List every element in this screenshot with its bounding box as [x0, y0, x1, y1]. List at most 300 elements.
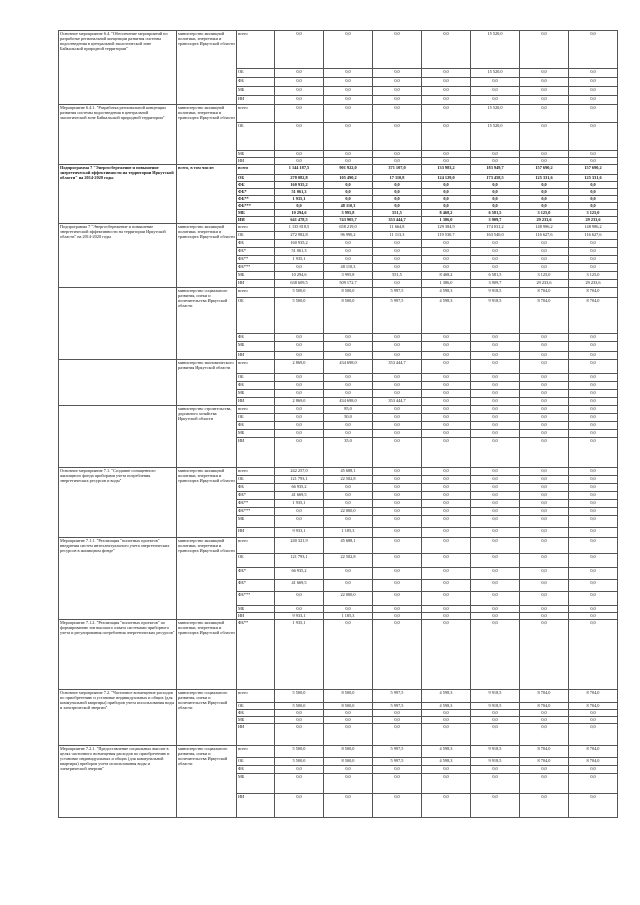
amount-cell: 0,0 — [324, 189, 373, 196]
amount-cell: 22 000,0 — [324, 508, 373, 516]
amount-cell: 0,0 — [569, 724, 618, 746]
amount-cell: 3 995,8 — [324, 210, 373, 217]
measure-name-cell: Основное мероприятие 6.4. "Обеспечение мероприятий по разработке региональной концепции развития системы водоотведения в центральной экологической зоне Байкальской природной территории" — [59, 31, 177, 105]
amount-cell: 0,0 — [422, 334, 471, 342]
amount-cell: 0,0 — [471, 240, 520, 248]
amount-cell: 22 502,8 — [324, 476, 373, 484]
amount-cell: 0,0 — [422, 264, 471, 272]
amount-cell: 0,0 — [471, 500, 520, 508]
funding-source-cell: ИИ — [237, 158, 275, 165]
amount-cell: 133 983,2 — [422, 165, 471, 175]
funding-source-cell: МБ — [237, 210, 275, 217]
amount-cell: 0,0 — [569, 203, 618, 210]
amount-cell: 8 704,0 — [569, 298, 618, 334]
amount-cell: 0,0 — [569, 240, 618, 248]
amount-cell: 0,0 — [471, 382, 520, 390]
amount-cell: 4 598,3 — [422, 690, 471, 703]
amount-cell: 743 905,7 — [324, 217, 373, 224]
amount-cell: 0,0 — [520, 794, 569, 818]
amount-cell: 0,0 — [520, 406, 569, 414]
amount-cell: 9 918,5 — [471, 288, 520, 298]
amount-cell: 0,0 — [422, 390, 471, 398]
amount-cell: 0,0 — [373, 606, 422, 613]
amount-cell: 8 704,0 — [520, 758, 569, 766]
amount-cell: 0,0 — [275, 794, 324, 818]
amount-cell: 0,0 — [324, 256, 373, 264]
amount-cell: 10 294,6 — [275, 272, 324, 280]
executor-cell: министерство жилищной политики, энергетики и транспорта Иркутской области — [177, 31, 237, 105]
amount-cell: 0,0 — [569, 69, 618, 78]
table-row — [59, 468, 618, 476]
amount-cell: 0,0 — [373, 280, 422, 288]
funding-source-cell: МБ — [237, 717, 275, 724]
amount-cell: 157 690,2 — [569, 165, 618, 175]
amount-cell: 0,0 — [471, 476, 520, 484]
amount-cell: 0,0 — [275, 717, 324, 724]
amount-cell: 0,0 — [422, 774, 471, 794]
amount-cell: 0,0 — [324, 196, 373, 203]
amount-cell: 9 918,5 — [471, 298, 520, 334]
amount-cell: 240 321,9 — [275, 538, 324, 554]
amount-cell: 0,0 — [373, 382, 422, 390]
amount-cell: 9 918,5 — [471, 690, 520, 703]
amount-cell: 0,0 — [324, 516, 373, 528]
amount-cell: 0,0 — [373, 240, 422, 248]
amount-cell: 0,0 — [324, 374, 373, 382]
amount-cell: 0,0 — [324, 717, 373, 724]
amount-cell: 0,0 — [471, 538, 520, 554]
amount-cell: 0,0 — [569, 360, 618, 374]
amount-cell: 0,0 — [520, 476, 569, 484]
funding-source-cell: ФБ — [237, 382, 275, 390]
amount-cell: 5 500,0 — [275, 703, 324, 710]
amount-cell: 0,0 — [569, 105, 618, 123]
amount-cell: 148 986,2 — [520, 224, 569, 232]
amount-cell: 1 935,1 — [275, 500, 324, 508]
amount-cell: 0,0 — [422, 710, 471, 717]
amount-cell: 0,0 — [520, 606, 569, 613]
amount-cell: 0,0 — [324, 766, 373, 774]
amount-cell: 0,0 — [520, 492, 569, 500]
amount-cell: 0,0 — [569, 794, 618, 818]
funding-source-cell: всего — [237, 105, 275, 123]
amount-cell: 10 294,6 — [275, 210, 324, 217]
amount-cell: 0,0 — [520, 203, 569, 210]
amount-cell: 0,0 — [471, 196, 520, 203]
amount-cell: 0,0 — [275, 105, 324, 123]
amount-cell: 0,0 — [569, 422, 618, 430]
amount-cell: 0,0 — [422, 592, 471, 606]
amount-cell: 0,0 — [422, 414, 471, 422]
funding-source-cell: ОБ — [237, 123, 275, 151]
amount-cell: 0,0 — [520, 182, 569, 189]
amount-cell: 0,0 — [373, 69, 422, 78]
amount-cell: 121 793,1 — [275, 476, 324, 484]
table-row — [59, 746, 618, 758]
funding-source-cell: всего — [237, 288, 275, 298]
amount-cell: 3 125,0 — [520, 272, 569, 280]
amount-cell: 0,0 — [569, 248, 618, 256]
amount-cell: 0,0 — [471, 774, 520, 794]
amount-cell: 0,0 — [422, 158, 471, 165]
amount-cell: 0,0 — [373, 538, 422, 554]
amount-cell: 0,0 — [520, 151, 569, 158]
amount-cell: 0,0 — [373, 592, 422, 606]
amount-cell: 0,0 — [373, 476, 422, 484]
amount-cell: 0,0 — [471, 182, 520, 189]
amount-cell: 0,0 — [275, 203, 324, 210]
funding-source-cell: ФБ* — [237, 492, 275, 500]
amount-cell: 8 704,0 — [569, 746, 618, 758]
amount-cell: 0,0 — [520, 528, 569, 538]
amount-cell: 0,0 — [373, 766, 422, 774]
amount-cell: 0,0 — [373, 414, 422, 422]
amount-cell: 0,0 — [373, 613, 422, 620]
amount-cell: 96 990,2 — [324, 232, 373, 240]
amount-cell: 66 935,2 — [275, 484, 324, 492]
amount-cell: 0,0 — [471, 390, 520, 398]
amount-cell: 35,0 — [324, 438, 373, 468]
amount-cell: 0,0 — [520, 342, 569, 352]
amount-cell: 17 110,8 — [373, 175, 422, 182]
funding-table — [58, 30, 618, 818]
amount-cell: 0,0 — [471, 468, 520, 476]
amount-cell: 0,0 — [324, 794, 373, 818]
amount-cell: 0,0 — [324, 580, 373, 592]
amount-cell: 0,0 — [422, 69, 471, 78]
amount-cell: 0,0 — [275, 606, 324, 613]
executor-cell: министерство социального развития, опеки и попечительства Иркутской области — [177, 746, 237, 818]
amount-cell: 41 669,5 — [275, 492, 324, 500]
amount-cell: 4 598,3 — [422, 746, 471, 758]
amount-cell: 29 233,6 — [569, 280, 618, 288]
amount-cell: 0,0 — [275, 96, 324, 105]
executor-cell: министерство жилищной политики, энергетики и транспорта Иркутской области — [177, 468, 237, 538]
amount-cell: 0,0 — [471, 334, 520, 342]
amount-cell: 0,0 — [422, 398, 471, 406]
funding-source-cell: всего — [237, 224, 275, 232]
funding-source-cell: всего — [237, 746, 275, 758]
funding-source-cell: ОБ — [237, 175, 275, 182]
amount-cell: 129 384,9 — [422, 224, 471, 232]
amount-cell: 0,0 — [520, 766, 569, 774]
amount-cell: 0,0 — [324, 774, 373, 794]
amount-cell: 8 500,0 — [324, 288, 373, 298]
funding-source-cell: ОБ — [237, 554, 275, 568]
amount-cell: 0,0 — [373, 438, 422, 468]
funding-source-cell: ФБ*** — [237, 203, 275, 210]
funding-source-cell: ФБ* — [237, 248, 275, 256]
amount-cell: 0,0 — [422, 724, 471, 746]
amount-cell: 0,0 — [520, 468, 569, 476]
amount-cell: 0,0 — [275, 438, 324, 468]
funding-source-cell: ИИ — [237, 280, 275, 288]
funding-source-cell: ФБ*** — [237, 264, 275, 272]
funding-source-cell: ФБ — [237, 78, 275, 87]
funding-source-cell: ИИ — [237, 96, 275, 105]
amount-cell: 0,0 — [520, 240, 569, 248]
funding-source-cell: всего — [237, 31, 275, 69]
amount-cell: 0,0 — [569, 580, 618, 592]
funding-source-cell: ИИ — [237, 528, 275, 538]
amount-cell: 8 468,2 — [422, 210, 471, 217]
amount-cell: 0,0 — [569, 766, 618, 774]
amount-cell: 5 997,5 — [373, 690, 422, 703]
executor-cell: министерство жилищной политики, энергетики и транспорта Иркутской области — [177, 620, 237, 690]
amount-cell: 0,0 — [520, 78, 569, 87]
amount-cell: 6 581,5 — [471, 272, 520, 280]
amount-cell: 0,0 — [471, 96, 520, 105]
amount-cell: 0,0 — [275, 406, 324, 414]
amount-cell: 0,0 — [422, 438, 471, 468]
amount-cell: 0,0 — [520, 69, 569, 78]
funding-source-cell: ФБ — [237, 422, 275, 430]
amount-cell: 11 113,3 — [373, 232, 422, 240]
amount-cell: 0,0 — [471, 724, 520, 746]
amount-cell: 0,0 — [422, 492, 471, 500]
funding-source-cell: ФБ* — [237, 580, 275, 592]
amount-cell: 0,0 — [373, 182, 422, 189]
amount-cell: 66 935,2 — [275, 568, 324, 580]
amount-cell: 5 997,5 — [373, 703, 422, 710]
executor-cell: министерство жилищной политики, энергетики и транспорта Иркутской области — [177, 538, 237, 620]
amount-cell: 0,0 — [422, 717, 471, 724]
table-row — [59, 690, 618, 703]
amount-cell: 0,0 — [569, 606, 618, 613]
amount-cell: 8 704,0 — [569, 758, 618, 766]
amount-cell: 0,0 — [520, 256, 569, 264]
amount-cell: 0,0 — [373, 500, 422, 508]
amount-cell: 0,0 — [324, 69, 373, 78]
table-row — [59, 105, 618, 123]
amount-cell: 0,0 — [275, 374, 324, 382]
amount-cell: 0,0 — [471, 794, 520, 818]
amount-cell: 48 110,3 — [324, 203, 373, 210]
amount-cell: 0,0 — [422, 96, 471, 105]
funding-source-cell: МБ — [237, 151, 275, 158]
amount-cell: 8 704,0 — [569, 703, 618, 710]
amount-cell: 0,0 — [373, 508, 422, 516]
amount-cell: 0,0 — [520, 568, 569, 580]
amount-cell: 0,0 — [275, 430, 324, 438]
amount-cell: 0,0 — [373, 352, 422, 360]
amount-cell: 0,0 — [422, 31, 471, 69]
amount-cell: 22 000,0 — [324, 592, 373, 606]
amount-cell: 0,0 — [520, 398, 569, 406]
measure-name-cell — [59, 406, 177, 468]
amount-cell: 0,0 — [373, 105, 422, 123]
amount-cell: 0,0 — [373, 528, 422, 538]
amount-cell: 0,0 — [275, 123, 324, 151]
amount-cell: 9 933,1 — [275, 613, 324, 620]
amount-cell: 0,0 — [569, 189, 618, 196]
funding-source-cell: всего — [237, 406, 275, 414]
amount-cell: 0,0 — [569, 123, 618, 151]
amount-cell: 0,0 — [373, 406, 422, 414]
amount-cell: 0,0 — [275, 87, 324, 96]
amount-cell: 0,0 — [471, 492, 520, 500]
funding-source-cell: ФБ** — [237, 500, 275, 508]
amount-cell: 0,0 — [471, 710, 520, 717]
amount-cell: 0,0 — [520, 374, 569, 382]
amount-cell: 658 219,0 — [324, 224, 373, 232]
amount-cell: 8 500,0 — [324, 746, 373, 758]
amount-cell: 0,0 — [422, 182, 471, 189]
amount-cell: 0,0 — [324, 568, 373, 580]
amount-cell: 0,0 — [569, 158, 618, 165]
funding-source-cell: ИИ — [237, 613, 275, 620]
amount-cell: 0,0 — [275, 352, 324, 360]
amount-cell: 0,0 — [520, 484, 569, 492]
amount-cell: 0,0 — [471, 613, 520, 620]
amount-cell: 0,0 — [520, 613, 569, 620]
amount-cell: 160 935,2 — [275, 182, 324, 189]
amount-cell: 0,0 — [569, 492, 618, 500]
amount-cell: 0,0 — [471, 414, 520, 422]
amount-cell: 0,0 — [275, 31, 324, 69]
executor-cell: министерство строительства, дорожного хозяйства Иркутской области — [177, 406, 237, 468]
budget-document-page — [58, 30, 618, 860]
amount-cell: 0,0 — [373, 78, 422, 87]
amount-cell: 0,0 — [373, 248, 422, 256]
amount-cell: 0,0 — [373, 196, 422, 203]
amount-cell: 173 458,5 — [471, 175, 520, 182]
amount-cell: 85,0 — [324, 406, 373, 414]
amount-cell: 0,0 — [471, 78, 520, 87]
amount-cell: 0,0 — [569, 31, 618, 69]
amount-cell: 0,0 — [471, 620, 520, 690]
executor-cell: министерство жилищной политики, энергетики и транспорта Иркутской области — [177, 224, 237, 288]
amount-cell: 0,0 — [373, 620, 422, 690]
amount-cell: 0,0 — [471, 189, 520, 196]
measure-name-cell — [59, 360, 177, 406]
amount-cell: 0,0 — [275, 710, 324, 717]
funding-source-cell: ИИ — [237, 352, 275, 360]
amount-cell: 0,0 — [520, 196, 569, 203]
amount-cell: 0,0 — [373, 390, 422, 398]
amount-cell: 9 933,1 — [275, 528, 324, 538]
amount-cell: 0,0 — [422, 374, 471, 382]
measure-name-cell: Мероприятие 6.4.1. "Разработка региональной концепции развития системы водоотведения в центральной экологической зоне Байкальской природной территории" — [59, 105, 177, 165]
amount-cell: 0,0 — [569, 774, 618, 794]
amount-cell: 45 688,1 — [324, 538, 373, 554]
amount-cell: 0,0 — [569, 382, 618, 390]
amount-cell: 0,0 — [324, 105, 373, 123]
table-row — [59, 538, 618, 554]
measure-name-cell: Основное мероприятие 7.2. "Частичное возмещение расходов по приобретению и установке индивидуальных и общих (для коммунальной квартиры) приборов учета использования воды и электрической энергии" — [59, 690, 177, 746]
amount-cell: 5 997,5 — [373, 746, 422, 758]
amount-cell: 0,0 — [520, 422, 569, 430]
amount-cell: 0,0 — [520, 264, 569, 272]
funding-source-cell: ФБ — [237, 766, 275, 774]
funding-source-cell: МБ — [237, 272, 275, 280]
amount-cell: 3 909,7 — [471, 280, 520, 288]
executor-cell: министерство жилищной политики, энергетики и транспорта Иркутской области — [177, 105, 237, 165]
amount-cell: 15 520,0 — [471, 123, 520, 151]
amount-cell: 0,0 — [471, 528, 520, 538]
amount-cell: 434 698,0 — [324, 398, 373, 406]
amount-cell: 0,0 — [324, 382, 373, 390]
amount-cell: 29 233,6 — [569, 217, 618, 224]
amount-cell: 0,0 — [520, 580, 569, 592]
amount-cell: 8 704,0 — [569, 288, 618, 298]
amount-cell: 0,0 — [373, 774, 422, 794]
amount-cell: 0,0 — [422, 508, 471, 516]
amount-cell: 9 918,5 — [471, 703, 520, 710]
amount-cell: 0,0 — [520, 430, 569, 438]
amount-cell: 0,0 — [422, 352, 471, 360]
amount-cell: 8 704,0 — [520, 690, 569, 703]
amount-cell: 0,0 — [422, 580, 471, 592]
amount-cell: 1 935,1 — [275, 620, 324, 690]
measure-name-cell: Мероприятие 7.1.2. "Реализация "пилотных проектов" по формированию зон высокого охвата системами приборного учета и регулирования потребления энергетических ресурсов" — [59, 620, 177, 690]
amount-cell: 0,0 — [275, 158, 324, 165]
amount-cell: 0,0 — [569, 516, 618, 528]
amount-cell: 0,0 — [275, 766, 324, 774]
amount-cell: 0,0 — [471, 430, 520, 438]
amount-cell: 0,0 — [520, 87, 569, 96]
amount-cell: 0,0 — [471, 398, 520, 406]
amount-cell: 0,0 — [520, 592, 569, 606]
amount-cell: 0,0 — [471, 592, 520, 606]
funding-source-cell: ФБ — [237, 240, 275, 248]
amount-cell: 0,0 — [569, 568, 618, 580]
amount-cell: 0,0 — [569, 613, 618, 620]
amount-cell: 0,0 — [471, 264, 520, 272]
amount-cell: 0,0 — [520, 390, 569, 398]
funding-source-cell: ИИ — [237, 724, 275, 746]
amount-cell: 0,0 — [373, 342, 422, 352]
amount-cell: 1 386,0 — [422, 217, 471, 224]
amount-cell: 0,0 — [422, 476, 471, 484]
amount-cell: 15 520,0 — [471, 31, 520, 69]
amount-cell: 0,0 — [324, 484, 373, 492]
amount-cell: 45 688,1 — [324, 468, 373, 476]
amount-cell: 5 997,5 — [373, 298, 422, 334]
amount-cell: 0,0 — [373, 580, 422, 592]
amount-cell: 509 172,7 — [324, 280, 373, 288]
amount-cell: 278 082,8 — [275, 175, 324, 182]
amount-cell: 0,0 — [422, 78, 471, 87]
amount-cell: 0,0 — [569, 554, 618, 568]
amount-cell: 0,0 — [471, 256, 520, 264]
amount-cell: 3 125,0 — [520, 210, 569, 217]
amount-cell: 0,0 — [471, 248, 520, 256]
amount-cell: 0,0 — [373, 710, 422, 717]
executor-cell: министерство экономического развития Иркутской области — [177, 360, 237, 406]
amount-cell: 0,0 — [520, 352, 569, 360]
amount-cell: 8 704,0 — [520, 298, 569, 334]
amount-cell: 0,0 — [324, 352, 373, 360]
measure-name-cell: Мероприятие 7.1.1. "Реализация "пилотных проектов" внедрения систем интеллектуального учета энергетических ресурсов в жилищном фонде" — [59, 538, 177, 620]
amount-cell: 0,0 — [520, 360, 569, 374]
amount-cell: 0,0 — [373, 468, 422, 476]
amount-cell: 0,0 — [275, 342, 324, 352]
amount-cell: 0,0 — [569, 438, 618, 468]
amount-cell: 0,0 — [324, 78, 373, 87]
amount-cell: 0,0 — [373, 256, 422, 264]
amount-cell: 0,0 — [275, 508, 324, 516]
funding-source-cell: всего — [237, 538, 275, 554]
amount-cell: 0,0 — [471, 516, 520, 528]
amount-cell: 0,0 — [422, 248, 471, 256]
amount-cell: 3 995,8 — [324, 272, 373, 280]
amount-cell: 0,0 — [520, 248, 569, 256]
amount-cell: 0,0 — [520, 500, 569, 508]
amount-cell: 0,0 — [422, 430, 471, 438]
amount-cell: 0,0 — [373, 568, 422, 580]
amount-cell: 0,0 — [324, 492, 373, 500]
